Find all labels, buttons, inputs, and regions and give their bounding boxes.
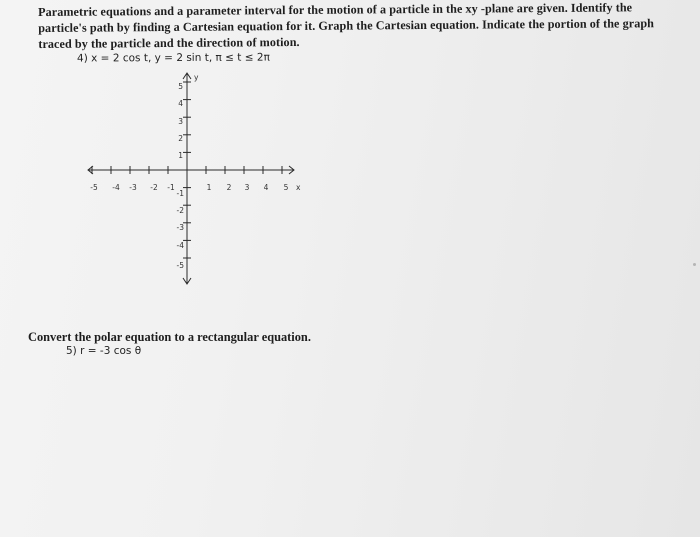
paper-speck — [693, 263, 696, 266]
instructions-line-1: Parametric equations and a parameter interval for the motion of a particle in the xy -plane are given. Identify the — [38, 0, 633, 19]
y-tick-label: 3 — [178, 117, 183, 126]
y-axis-label: y — [194, 73, 199, 82]
instructions-line-3: traced by the particle and the direction of motion. — [38, 34, 300, 51]
x-tick-label: 2 — [226, 183, 232, 192]
y-tick-label: -5 — [176, 261, 184, 270]
x-tick-label: 4 — [263, 183, 269, 192]
x-tick-label: -1 — [167, 183, 175, 192]
x-tick-label: 5 — [283, 183, 289, 192]
instructions-line-2: particle's path by finding a Cartesian equation for it. Graph the Cartesian equation. Indicate the portion of the graph — [38, 16, 655, 35]
x-tick-label: -5 — [90, 183, 98, 192]
y-tick-label: 5 — [178, 82, 183, 91]
y-tick-label: 4 — [178, 99, 183, 108]
x-tick-label: 3 — [244, 183, 250, 192]
x-axis-label: x — [296, 183, 301, 192]
problem-4: 4) x = 2 cos t, y = 2 sin t, π ≤ t ≤ 2π — [76, 51, 270, 65]
x-tick-label: 1 — [206, 183, 212, 192]
y-tick-label: -4 — [176, 241, 184, 250]
x-tick-label: -4 — [112, 183, 120, 192]
y-tick-label: -2 — [176, 206, 184, 215]
y-tick-label: 2 — [178, 134, 183, 143]
y-tick-label: -1 — [176, 189, 184, 198]
problem-5: 5) r = -3 cos θ — [66, 345, 142, 357]
section-heading: Convert the polar equation to a rectangular equation. — [28, 330, 311, 344]
x-tick-label: -2 — [150, 183, 158, 192]
x-tick-label: -3 — [129, 183, 137, 192]
y-tick-label: -3 — [176, 223, 184, 232]
y-tick-label: 1 — [178, 151, 183, 160]
